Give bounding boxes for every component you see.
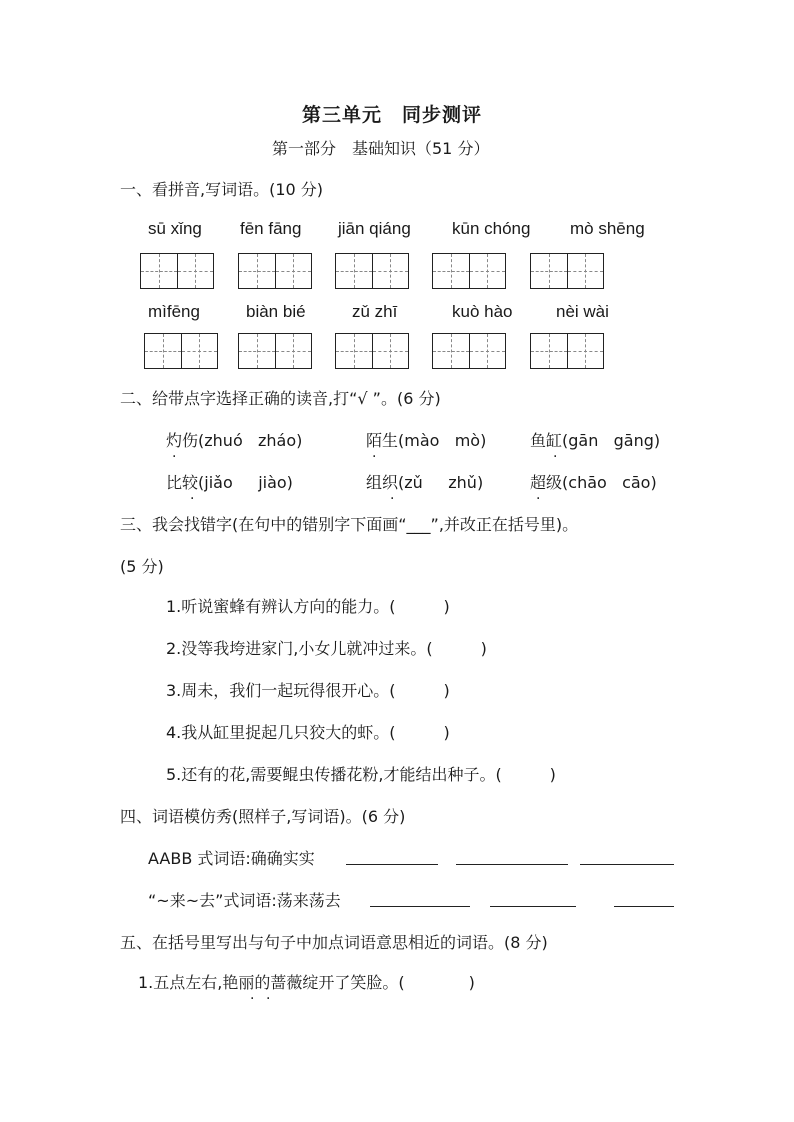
heading-text: ”,并改正在括号里)。 <box>430 515 579 534</box>
word: 组织 <box>366 473 399 492</box>
pinyin-1: sū xǐng <box>148 219 202 238</box>
pinyin-choice-b[interactable]: zháo <box>258 431 297 450</box>
emphasis-dot: · <box>190 491 195 507</box>
pattern-2-label: “~来~去”式词语:荡来荡去 <box>148 891 341 910</box>
pinyin-choice-a[interactable]: chāo <box>568 473 607 492</box>
pinyin-choice-a[interactable]: zhuó <box>204 431 243 450</box>
pinyin-choice-a[interactable]: mào <box>404 431 440 450</box>
writing-grid[interactable] <box>530 333 604 369</box>
answer-blank[interactable] <box>580 864 674 865</box>
sentence-5[interactable]: 5.还有的花,需要鲲虫传播花粉,才能结出种子。( ) <box>166 765 556 784</box>
writing-grid[interactable] <box>144 333 218 369</box>
word: 陌生 <box>366 431 399 450</box>
writing-grid[interactable] <box>432 333 506 369</box>
writing-grid[interactable] <box>432 253 506 289</box>
word: 超级 <box>530 473 563 492</box>
writing-grid[interactable] <box>335 253 409 289</box>
page-title: 第三单元 同步测评 <box>302 104 483 126</box>
underline-mark: ___ <box>406 515 431 534</box>
sentence-1[interactable]: 1.五点左右,艳丽的蔷薇绽开了笑脸。( ) <box>138 973 475 992</box>
reading-option[interactable]: 超级(chāo cāo) <box>530 473 657 492</box>
reading-option[interactable]: 组织(zǔ zhǔ) <box>366 473 484 492</box>
answer-blank[interactable] <box>456 864 568 865</box>
pinyin-choice-b[interactable]: mò <box>454 431 481 450</box>
pinyin-9: kuò hào <box>452 302 513 321</box>
sentence-2[interactable]: 2.没等我垮进家门,小女儿就冲过来。( ) <box>166 639 487 658</box>
writing-grid[interactable] <box>140 253 214 289</box>
pinyin-2: fēn fāng <box>240 219 302 238</box>
pinyin-3: jiān qiáng <box>338 219 411 238</box>
pattern-1-label: AABB 式词语:确确实实 <box>148 849 315 868</box>
page-subtitle: 第一部分 基础知识（51 分） <box>272 139 490 158</box>
section-3-heading <box>120 512 578 535</box>
writing-grid[interactable] <box>335 333 409 369</box>
pinyin-choice-b[interactable]: gāng <box>613 431 654 450</box>
emphasis-dot: · <box>536 491 541 507</box>
answer-blank[interactable] <box>370 906 470 907</box>
pinyin-choice-a[interactable]: zǔ <box>404 473 423 492</box>
heading-text: 三、我会找错字(在句中的错别字下面画“ <box>120 515 407 534</box>
writing-grid[interactable] <box>238 253 312 289</box>
pinyin-choice-b[interactable]: jiào <box>258 473 287 492</box>
pinyin-choice-b[interactable]: cāo <box>622 473 651 492</box>
answer-blank[interactable] <box>490 906 576 907</box>
emphasis-dot: · <box>390 491 395 507</box>
reading-option[interactable]: 比较(jiǎo jiào) <box>166 473 293 492</box>
pinyin-7: biàn bié <box>246 302 306 321</box>
writing-grid[interactable] <box>530 253 604 289</box>
word: 比较 <box>166 473 199 492</box>
emphasis-dot: · <box>250 991 255 1007</box>
section-3-score: (5 分) <box>120 557 164 576</box>
writing-grid[interactable] <box>238 333 312 369</box>
pinyin-8: zǔ zhī <box>352 302 398 321</box>
section-2-heading: 二、给带点字选择正确的读音,打“√ ”。(6 分) <box>120 389 441 408</box>
pinyin-5: mò shēng <box>570 219 645 238</box>
pinyin-choice-a[interactable]: jiǎo <box>204 473 233 492</box>
pinyin-choice-a[interactable]: gān <box>568 431 599 450</box>
sentence-4[interactable]: 4.我从缸里捉起几只狡大的虾。( ) <box>166 723 450 742</box>
reading-option[interactable]: 鱼缸(gān gāng) <box>530 431 661 450</box>
answer-blank[interactable] <box>614 906 674 907</box>
word: 鱼缸 <box>530 431 563 450</box>
pinyin-10: nèi wài <box>556 302 609 321</box>
emphasis-dot: · <box>266 991 271 1007</box>
emphasis-dot: · <box>553 449 558 465</box>
sentence-1[interactable]: 1.听说蜜蜂有辨认方向的能力。( ) <box>166 597 450 616</box>
section-4-heading: 四、词语模仿秀(照样子,写词语)。(6 分) <box>120 807 406 826</box>
section-5-heading: 五、在括号里写出与句子中加点词语意思相近的词语。(8 分) <box>120 933 548 952</box>
answer-blank[interactable] <box>346 864 438 865</box>
emphasis-dot: · <box>372 449 377 465</box>
pinyin-4: kūn chóng <box>452 219 531 238</box>
section-1-heading: 一、看拼音,写词语。(10 分) <box>120 180 324 199</box>
emphasis-dot: · <box>172 449 177 465</box>
reading-option[interactable]: 陌生(mào mò) <box>366 431 487 450</box>
word: 灼伤 <box>166 431 199 450</box>
sentence-3[interactable]: 3.周未，我们一起玩得很开心。( ) <box>166 681 450 700</box>
reading-option[interactable]: 灼伤(zhuó zháo) <box>166 431 303 450</box>
pinyin-6: mìfēng <box>148 302 200 321</box>
pinyin-choice-b[interactable]: zhǔ <box>448 473 477 492</box>
